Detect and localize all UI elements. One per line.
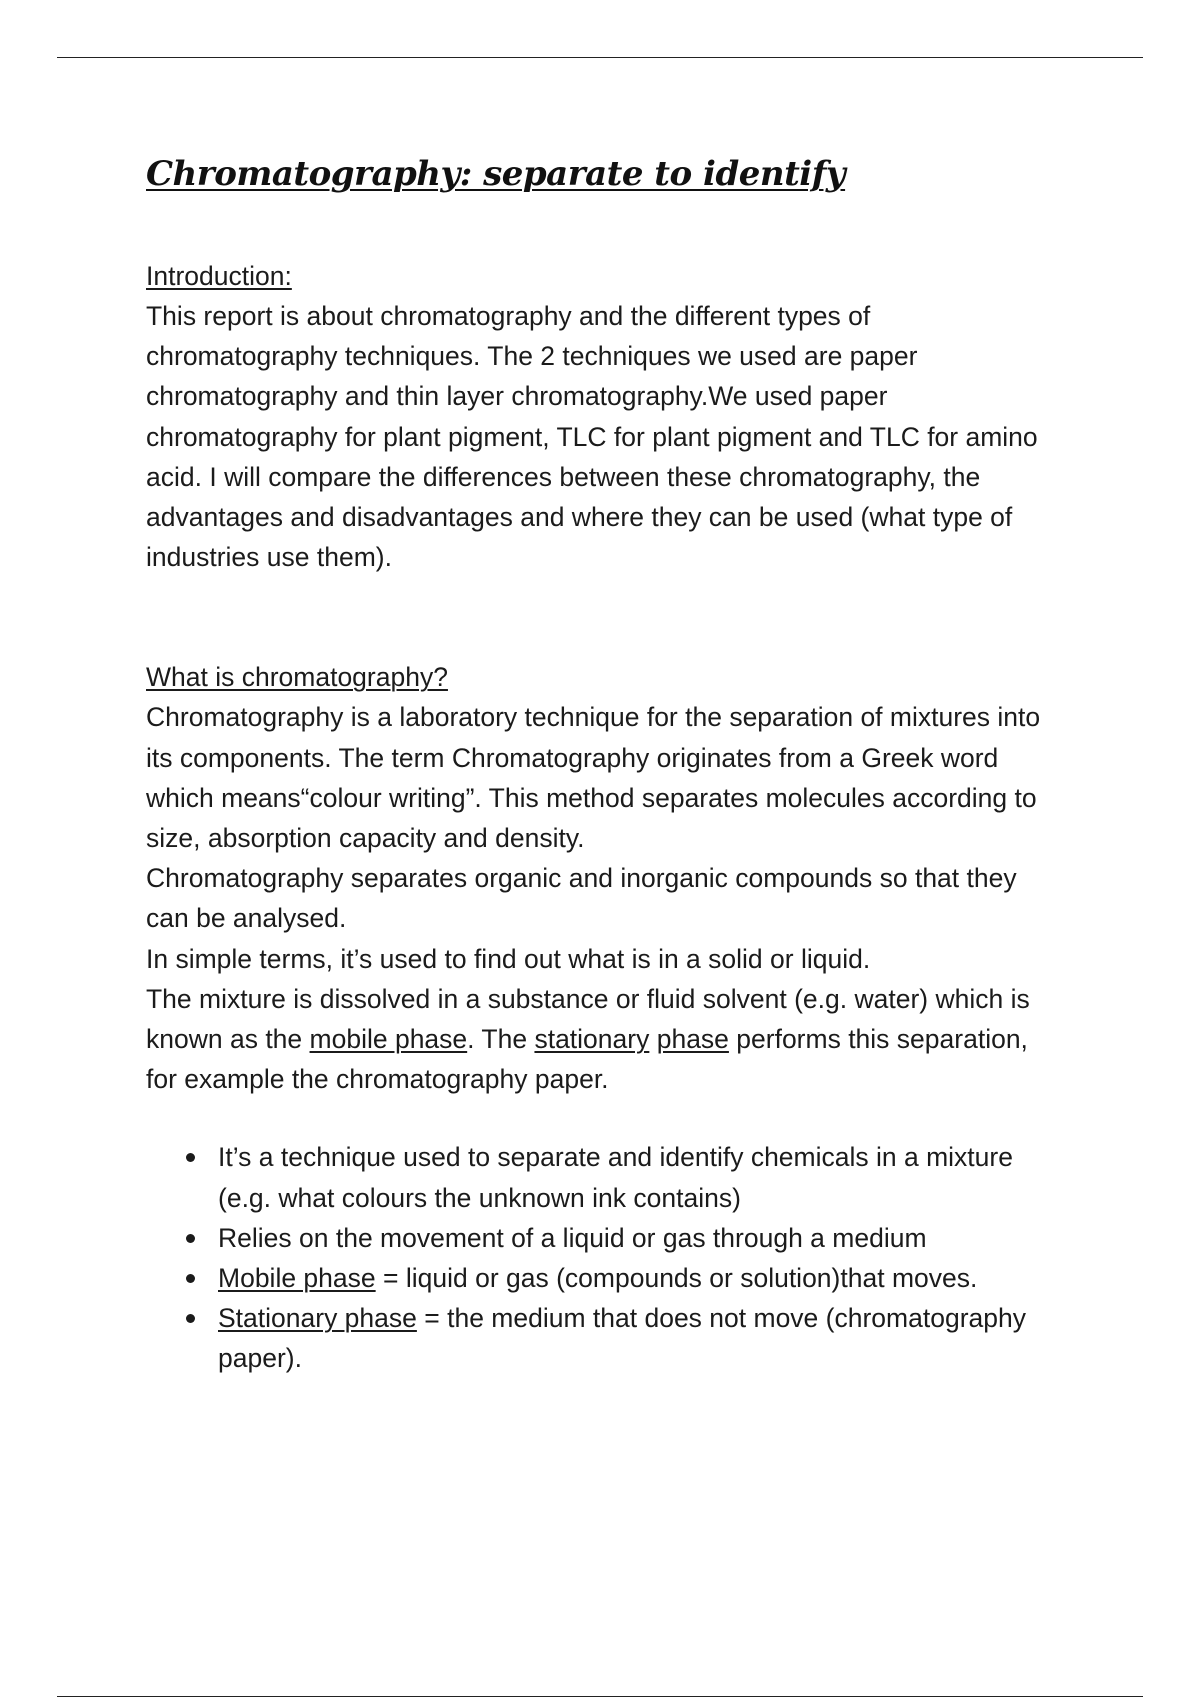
list-item bbox=[146, 1258, 1066, 1298]
top-rule bbox=[57, 57, 1143, 58]
list-item bbox=[146, 1137, 1066, 1217]
definition-paragraph: Chromatography is a laboratory technique for the separation of mixtures into its components. The term Chromatography originates from a Greek word which means“colour writing”. This method separates molecules according to size, absorption capacity and density. bbox=[146, 702, 1041, 854]
document-body bbox=[146, 148, 1066, 1379]
bullet-icon bbox=[186, 1314, 195, 1323]
bullet-icon bbox=[186, 1274, 195, 1283]
mobile-phase-label: Mobile phase bbox=[218, 1263, 376, 1294]
bullet-text: It’s a technique used to separate and identify chemicals in a mixture (e.g. what colours the unknown ink contains) bbox=[218, 1142, 1013, 1213]
phases-text-part-2: . The bbox=[467, 1024, 535, 1055]
phase-term: phase bbox=[656, 1024, 729, 1055]
bullet-icon bbox=[186, 1153, 195, 1162]
bullet-text: = liquid or gas (compounds or solution)that moves. bbox=[375, 1263, 978, 1294]
phases-paragraph bbox=[146, 979, 1066, 1100]
list-item bbox=[146, 1218, 1066, 1258]
document-title: Chromatography: separate to identify bbox=[146, 154, 846, 194]
compounds-paragraph: Chromatography separates organic and inorganic compounds so that they can be analysed. bbox=[146, 863, 1017, 934]
bullet-text: Relies on the movement of a liquid or gas through a medium bbox=[218, 1222, 927, 1253]
simple-terms-paragraph: In simple terms, it’s used to find out what is in a solid or liquid. bbox=[146, 943, 871, 974]
list-item bbox=[146, 1298, 1066, 1378]
mobile-phase-term: mobile phase bbox=[309, 1024, 468, 1055]
bullet-text: = the medium that does not move (chromatography paper). bbox=[218, 1303, 1026, 1374]
bullet-icon bbox=[186, 1234, 195, 1243]
phases-text-part-3: performs this separation, for example the chromatography paper. bbox=[146, 1024, 1028, 1095]
introduction-heading: Introduction: bbox=[146, 261, 292, 291]
bottom-rule bbox=[57, 1696, 1143, 1697]
phases-text-part-1: The mixture is dissolved in a substance or fluid solvent (e.g. water) which is known as the bbox=[146, 983, 1030, 1055]
key-points-list bbox=[146, 1137, 1066, 1378]
stationary-phase-label: Stationary phase bbox=[218, 1303, 417, 1334]
what-is-chromatography-heading: What is chromatography? bbox=[146, 662, 448, 693]
stationary-term: stationary bbox=[534, 1024, 650, 1055]
introduction-paragraph: This report is about chromatography and the different types of chromatography techniques. The 2 techniques we used are paper chromatography and thin layer chromatography.We used paper chromatography for plant pigment, TLC for plant pigment and TLC for amino acid. I will compare the differences between these chromatography, the advantages and disadvantages and where they can be used (what type of industries use them). bbox=[146, 301, 1038, 573]
